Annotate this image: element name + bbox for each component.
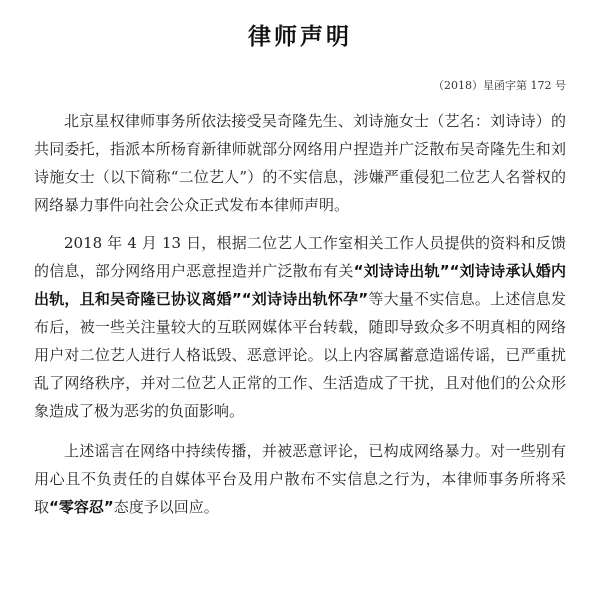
paragraph-facts-text-2: 等大量不实信息。上述信息发布后，被一些关注量较大的互联网媒体平台转载，随即导致众多不明真相的网络用户对二位艺人进行人格诋毁、恶意评论。以上内容属蓄意造谣传谣，已严重扰乱了网络秩序，并对二位艺人正常的工作、生活造成了干扰，且对他们的公众形象造成了极为恶劣的负面影响。 — [34, 290, 566, 420]
document-title: 律师声明 — [248, 24, 352, 50]
paragraph-response-text-1: 上述谣言在网络中持续传播，并被恶意评论，已构成网络暴力。对一些别有用心且不负责任的自媒体平台及用户散布不实信息之行为，本律师事务所将采取 — [34, 442, 566, 516]
paragraph-response — [34, 437, 566, 521]
paragraph-facts — [34, 229, 566, 425]
paragraph-commission: 北京星权律师事务所依法接受吴奇隆先生、刘诗施女士（艺名：刘诗诗）的共同委托，指派本所杨育新律师就部分网络用户捏造并广泛散布吴奇隆先生和刘诗施女士（以下简称“二位艺人”）的不实信息，涉嫌严重侵犯二位艺人名誉权的网络暴力事件向社会公众正式发布本律师声明。 — [34, 112, 566, 214]
document-number: （2018）星函字第 172 号 — [433, 79, 566, 92]
paragraph-response-text-2: 态度予以回应。 — [113, 498, 219, 516]
paragraph-facts-text-1: 2018 年 4 月 13 日，根据二位艺人工作室相关工作人员提供的资料和反馈的信息，部分网络用户恶意捏造并广泛散布有关 — [34, 234, 566, 280]
zero-tolerance-emphasis: “零容忍” — [49, 498, 114, 516]
rumor-quotes: “刘诗诗出轨”“刘诗诗承认婚内出轨，且和吴奇隆已协议离婚”“刘诗诗出轨怀孕” — [34, 262, 566, 308]
